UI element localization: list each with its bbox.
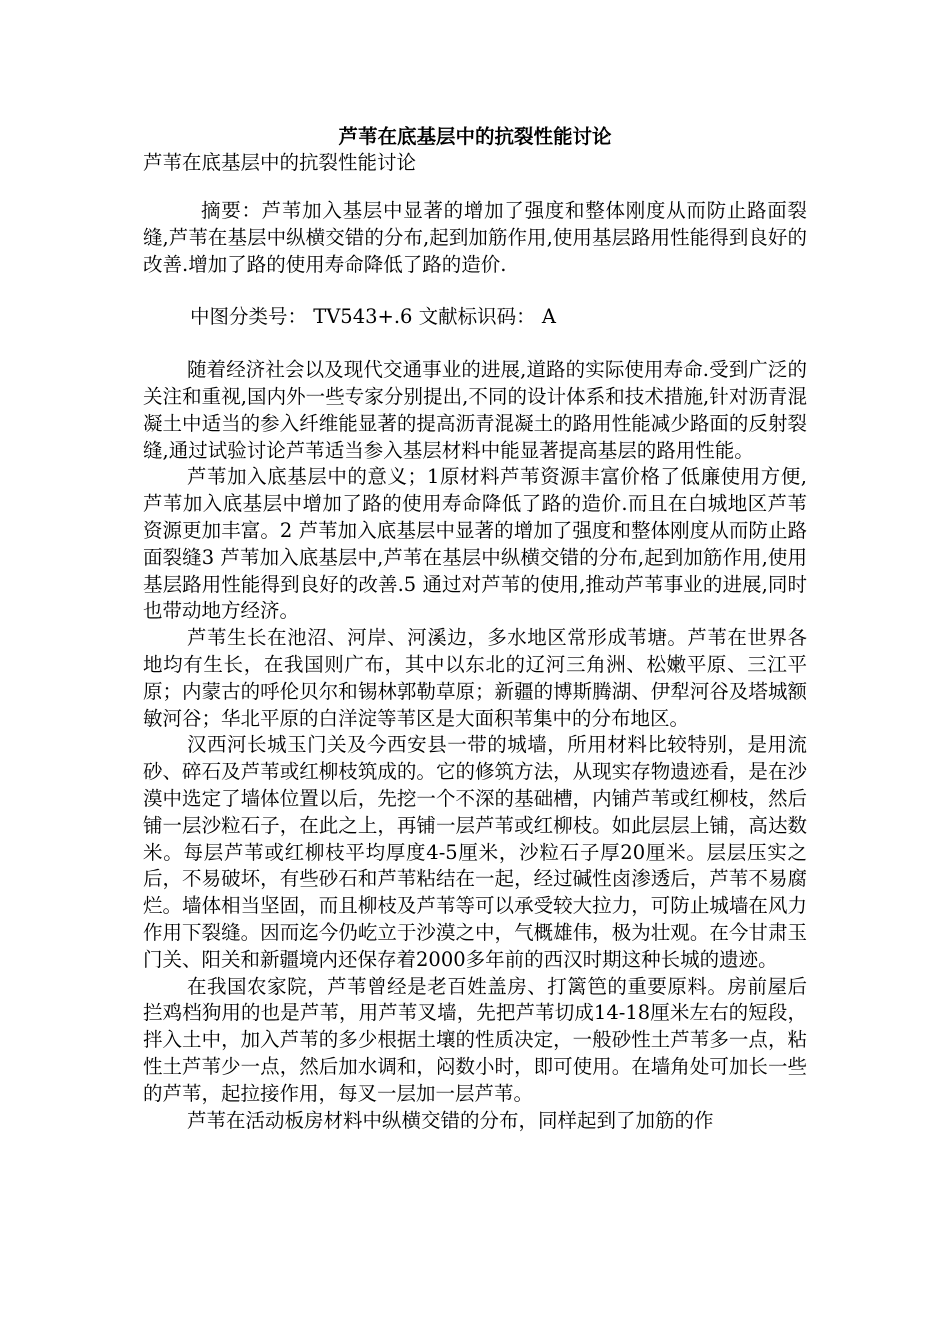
body-paragraph: 汉西河长城玉门关及今西安县一带的城墙，所用材料比较特别，是用流砂、碎石及芦苇或红柳枝筑成的。它的修筑方法，从现实存物遗迹看，是在沙漠中选定了墙体位置以后，先挖一个不深的基础槽，内铺芦苇或红柳枝，然后铺一层沙粒石子，在此之上，再铺一层芦苇或红柳枝。如此层层上铺，高达数米。每层芦苇或红柳枝平均厚度4-5厘米，沙粒石子厚20厘米。层层压实之后，不易破坏，有些砂石和芦苇粘结在一起，经过碱性卤渗透后，芦苇不易腐烂。墙体相当坚固，而且柳枝及芦苇等可以承受较大拉力，可防止城墙在风力作用下裂缝。因而迄今仍屹立于沙漠之中，气概雄伟，极为壮观。在今甘肃玉门关、阳关和新疆境内还保存着2000多年前的西汉时期这种长城的遗迹。 (143, 733, 807, 971)
document-body (143, 198, 807, 1134)
classification-line: 中图分类号： TV543+.6 文献标识码： A (190, 305, 556, 329)
document-title: 芦苇在底基层中的抗裂性能讨论 (338, 125, 612, 148)
body-paragraph: 芦苇生长在池沼、河岸、河溪边，多水地区常形成苇塘。芦苇在世界各地均有生长，在我国则广布，其中以东北的辽河三角洲、松嫩平原、三江平原；内蒙古的呼伦贝尔和锡林郭勒草原；新疆的博斯腾湖、伊犁河谷及塔城额敏河谷；华北平原的白洋淀等苇区是大面积苇集中的分布地区。 (143, 626, 807, 730)
body-paragraph: 随着经济社会以及现代交通事业的进展,道路的实际使用寿命.受到广泛的关注和重视,国内外一些专家分别提出,不同的设计体系和技术措施,针对沥青混凝土中适当的参入纤维能显著的提高沥青混凝土的路用性能减少路面的反射裂缝,通过试验讨论芦苇适当参入基层材料中能显著提高基层的路用性能。 (143, 358, 807, 462)
body-paragraph: 芦苇在活动板房材料中纵横交错的分布，同样起到了加筋的作 (187, 1108, 714, 1132)
document-subtitle: 芦苇在底基层中的抗裂性能讨论 (143, 151, 417, 174)
body-paragraph: 在我国农家院，芦苇曾经是老百姓盖房、打篱笆的重要原料。房前屋后拦鸡档狗用的也是芦苇，用芦苇叉墙，先把芦苇切成14-18厘米左右的短段，拌入土中，加入芦苇的多少根据土壤的性质决定，一般砂性土芦苇多一点，粘性土芦苇少一点，然后加水调和，闷数小时，即可使用。在墙角处可加长一些的芦苇，起拉接作用，每叉一层加一层芦苇。 (143, 974, 807, 1105)
body-paragraph: 芦苇加入底基层中的意义；1原材料芦苇资源丰富价格了低廉使用方便, 芦苇加入底基层中增加了路的使用寿命降低了路的造价.而且在白城地区芦苇资源更加丰富。2 芦苇加入底基层中显著的增加了强度和整体刚度从而防止路面裂缝3 芦苇加入底基层中,芦苇在基层中纵横交错的分布,起到加筋作用,使用基层路用性能得到良好的改善.5 通过对芦苇的使用,推动芦苇事业的进展,同时也带动地方经济。 (143, 465, 807, 623)
abstract-paragraph: 摘要：芦苇加入基层中显著的增加了强度和整体刚度从而防止路面裂缝,芦苇在基层中纵横交错的分布,起到加筋作用,使用基层路用性能得到良好的改善.增加了路的使用寿命降低了路的造价. (143, 199, 807, 276)
